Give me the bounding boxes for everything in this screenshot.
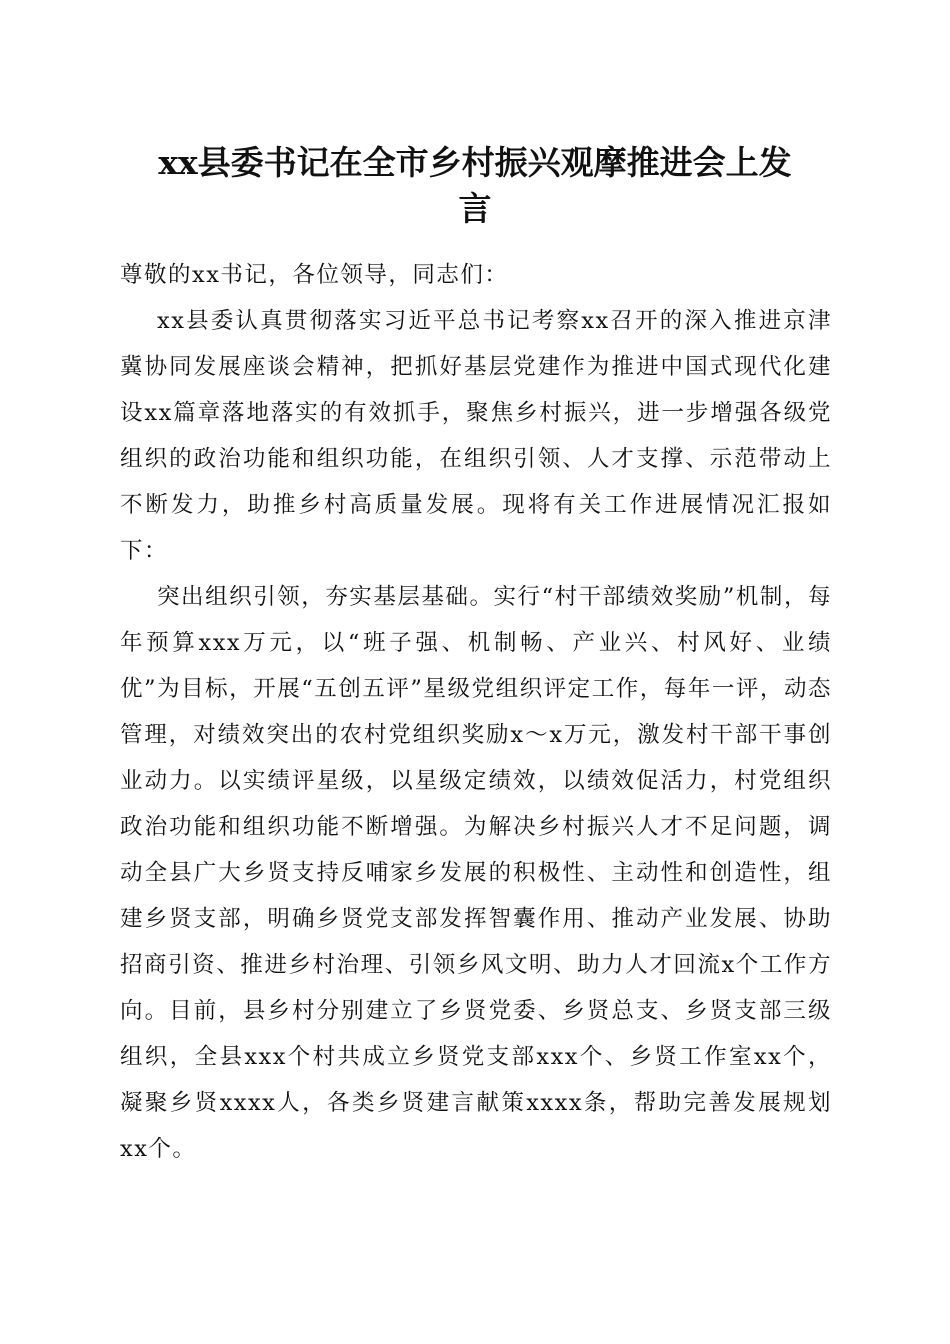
title-line-2: 言 [458, 189, 492, 228]
document-title [100, 140, 850, 232]
document-body [120, 252, 832, 1172]
paragraph-intro: xx县委认真贯彻落实习近平总书记考察xx召开的深入推进京津冀协同发展座谈会精神，把抓好基层党建作为推进中国式现代化建设xx篇章落地落实的有效抓手，聚焦乡村振兴，进一步增强各级党组织的政治功能和组织功能，在组织引领、人才支撑、示范带动上不断发力，助推乡村高质量发展。现将有关工作进展情况汇报如下： [120, 308, 832, 564]
title-line-1: xx县委书记在全市乡村振兴观摩推进会上发 [158, 143, 792, 182]
paragraph-organization: 突出组织引领，夯实基层基础。实行“村干部绩效奖励”机制，每年预算xxx万元，以“班子强、机制畅、产业兴、村风好、业绩优”为目标，开展“五创五评”星级党组织评定工作，每年一评，动态管理，对绩效突出的农村党组织奖励x～x万元，激发村干部干事创业动力。以实绩评星级，以星级定绩效，以绩效促活力，村党组织政治功能和组织功能不断增强。为解决乡村振兴人才不足问题，调动全县广大乡贤支持反哺家乡发展的积极性、主动性和创造性，组建乡贤支部，明确乡贤党支部发挥智囊作用、推动产业发展、协助招商引资、推进乡村治理、引领乡风文明、助力人才回流x个工作方向。目前，县乡村分别建立了乡贤党委、乡贤总支、乡贤支部三级组织，全县xxx个村共成立乡贤党支部xxx个、乡贤工作室xx个，凝聚乡贤xxxx人，各类乡贤建言献策xxxx条，帮助完善发展规划xx个。 [120, 584, 832, 1162]
salutation: 尊敬的xx书记，各位领导，同志们： [120, 262, 509, 288]
